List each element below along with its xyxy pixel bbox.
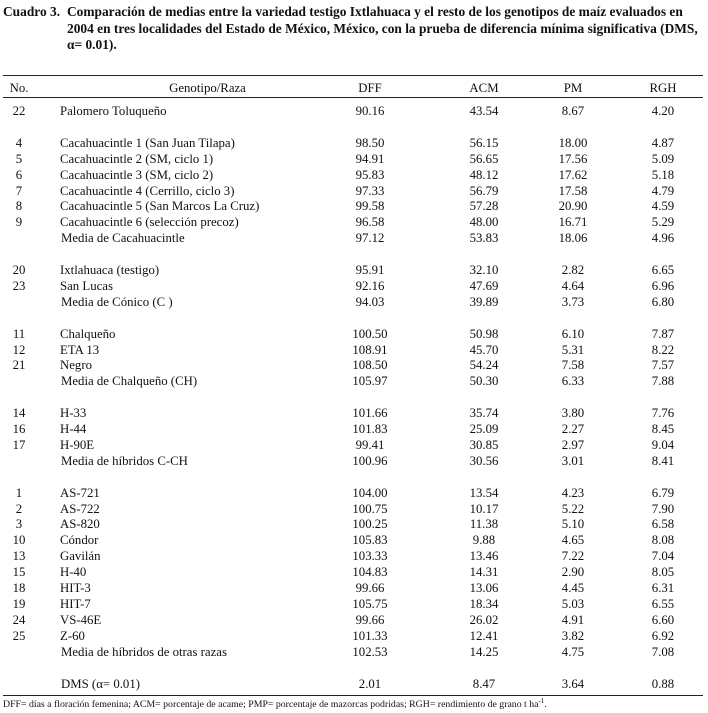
cell-pm: 7.58 bbox=[561, 358, 585, 373]
cell-genotipo: H-40 bbox=[60, 565, 87, 580]
table-row bbox=[0, 565, 708, 581]
cell-dff: 101.33 bbox=[352, 628, 388, 643]
table-row bbox=[0, 438, 708, 454]
cell-no: 2 bbox=[15, 501, 23, 516]
table-row bbox=[0, 152, 708, 168]
cell-dff: 96.58 bbox=[355, 215, 385, 230]
table-row bbox=[0, 454, 708, 470]
cell-no: 12 bbox=[12, 342, 26, 357]
dms-row bbox=[0, 677, 708, 693]
cell-acm: 10.17 bbox=[469, 501, 499, 516]
cell-genotipo: H-90E bbox=[60, 437, 95, 452]
cell-rgh: 7.76 bbox=[651, 406, 675, 421]
cell-pm: 4.91 bbox=[561, 612, 585, 627]
cell-acm: 35.74 bbox=[469, 406, 499, 421]
cell-dff: 97.33 bbox=[355, 183, 385, 198]
cell-no: 25 bbox=[12, 628, 26, 643]
cell-rgh: 8.45 bbox=[651, 422, 675, 436]
cell-no: 23 bbox=[12, 278, 26, 293]
cell-rgh: 4.59 bbox=[651, 199, 675, 214]
cell-dff: 105.97 bbox=[352, 374, 388, 389]
cell-genotipo: Ixtlahuaca (testigo) bbox=[60, 263, 160, 277]
cell-genotipo: HIT-3 bbox=[60, 581, 91, 595]
cell-rgh: 6.60 bbox=[651, 612, 675, 627]
cell-dff: 108.50 bbox=[352, 358, 388, 373]
cell-dff: 99.66 bbox=[355, 612, 385, 627]
cell-no: 19 bbox=[12, 596, 26, 611]
cell-no: 21 bbox=[12, 358, 26, 373]
cell-acm: 50.30 bbox=[469, 374, 499, 389]
table-row bbox=[0, 279, 708, 295]
cell-acm: 56.15 bbox=[469, 135, 499, 150]
cell-dff: 99.41 bbox=[355, 437, 385, 452]
cell-pm: 2.90 bbox=[561, 565, 585, 580]
cell-acm: 13.06 bbox=[469, 581, 499, 595]
cell-genotipo: Cacahuacintle 4 (Cerrillo, ciclo 3) bbox=[60, 183, 235, 198]
cell-acm: 14.31 bbox=[469, 565, 499, 580]
cell-pm: 4.65 bbox=[561, 533, 585, 548]
cell-pm: 18.00 bbox=[558, 135, 588, 150]
cell-genotipo: HIT-7 bbox=[60, 596, 91, 611]
cell-no: 4 bbox=[15, 135, 23, 150]
table-row bbox=[0, 613, 708, 629]
cell-no: 13 bbox=[12, 549, 26, 564]
cell-pm: 20.90 bbox=[558, 199, 588, 214]
cell-no: 9 bbox=[15, 215, 23, 230]
cell-acm: 11.38 bbox=[469, 517, 499, 532]
cell-genotipo: Cacahuacintle 3 (SM, ciclo 2) bbox=[60, 167, 214, 182]
cell-acm: 50.98 bbox=[469, 326, 499, 341]
dms-pm: 3.64 bbox=[561, 677, 585, 692]
cell-acm: 18.34 bbox=[469, 596, 499, 611]
footnote-text: DFF= días a floración femenina; ACM= porcentaje de acame; PMP= porcentaje de mazorcas podridas; RGH= rendimiento de grano t ha bbox=[3, 699, 539, 710]
cell-dff: 97.12 bbox=[355, 231, 385, 246]
cell-pm: 3.73 bbox=[561, 294, 585, 309]
cell-genotipo: H-33 bbox=[60, 406, 87, 421]
cell-genotipo: Media de Cacahuacintle bbox=[61, 231, 185, 246]
footnote-end: . bbox=[544, 699, 547, 710]
cell-acm: 9.88 bbox=[472, 533, 496, 548]
dms-acm: 8.47 bbox=[472, 677, 496, 692]
cell-dff: 105.75 bbox=[352, 596, 388, 611]
table-row bbox=[0, 422, 708, 438]
table-row bbox=[0, 406, 708, 422]
cell-acm: 48.00 bbox=[469, 215, 499, 230]
cell-no: 7 bbox=[15, 183, 23, 198]
cell-rgh: 7.08 bbox=[651, 644, 675, 659]
cell-no: 14 bbox=[12, 406, 26, 421]
footnote bbox=[3, 699, 547, 711]
cell-dff: 94.03 bbox=[355, 294, 385, 309]
cell-rgh: 8.05 bbox=[651, 565, 675, 580]
cell-dff: 104.83 bbox=[352, 565, 388, 580]
table-row bbox=[0, 358, 708, 374]
cell-rgh: 8.22 bbox=[651, 342, 675, 357]
cell-dff: 98.50 bbox=[355, 135, 385, 150]
cell-genotipo: Cacahuacintle 5 (San Marcos La Cruz) bbox=[60, 199, 260, 214]
table-header bbox=[0, 81, 708, 96]
cell-dff: 100.25 bbox=[352, 517, 388, 532]
table-row bbox=[0, 199, 708, 215]
cell-rgh: 6.65 bbox=[651, 263, 675, 277]
cell-acm: 13.46 bbox=[469, 549, 499, 564]
table-row bbox=[0, 104, 708, 120]
table-row bbox=[0, 517, 708, 533]
cell-genotipo: Negro bbox=[60, 358, 92, 373]
cell-no: 1 bbox=[15, 485, 23, 500]
cell-rgh: 4.79 bbox=[651, 183, 675, 198]
table-row bbox=[0, 343, 708, 359]
table-row bbox=[0, 215, 708, 231]
table-row bbox=[0, 597, 708, 613]
cell-pm: 3.82 bbox=[561, 628, 585, 643]
cell-no: 3 bbox=[15, 517, 23, 532]
cell-genotipo: H-44 bbox=[60, 422, 87, 436]
cell-rgh: 7.87 bbox=[651, 326, 675, 341]
cell-no: 16 bbox=[12, 422, 26, 436]
cell-genotipo: ETA 13 bbox=[60, 342, 100, 357]
caption-label: Cuadro 3. bbox=[3, 4, 61, 19]
cell-no: 11 bbox=[12, 326, 26, 341]
cell-acm: 56.65 bbox=[469, 151, 499, 166]
header-rgh: RGH bbox=[649, 81, 677, 95]
cell-genotipo: Cóndor bbox=[60, 533, 99, 548]
table-row bbox=[0, 486, 708, 502]
cell-genotipo: AS-820 bbox=[60, 517, 100, 532]
header-acm: ACM bbox=[469, 81, 499, 95]
cell-rgh: 8.08 bbox=[651, 533, 675, 548]
cell-pm: 3.01 bbox=[561, 453, 585, 468]
dms-label: DMS (α= 0.01) bbox=[61, 677, 140, 692]
header-dff: DFF bbox=[358, 81, 382, 95]
cell-dff: 100.96 bbox=[352, 453, 388, 468]
cell-no: 20 bbox=[12, 263, 26, 277]
cell-acm: 30.85 bbox=[469, 437, 499, 452]
cell-acm: 25.09 bbox=[469, 422, 499, 436]
table-row bbox=[0, 168, 708, 184]
table-bottom-rule bbox=[3, 695, 703, 696]
cell-pm: 3.80 bbox=[561, 406, 585, 421]
cell-rgh: 5.29 bbox=[651, 215, 675, 230]
header-pm: PM bbox=[563, 81, 583, 95]
cell-pm: 17.58 bbox=[558, 183, 588, 198]
cell-pm: 6.10 bbox=[561, 326, 585, 341]
cell-pm: 7.22 bbox=[561, 549, 585, 564]
cell-rgh: 4.20 bbox=[651, 104, 675, 118]
cell-rgh: 6.79 bbox=[651, 485, 675, 500]
cell-genotipo: Cacahuacintle 6 (selección precoz) bbox=[60, 215, 239, 230]
cell-rgh: 6.92 bbox=[651, 628, 675, 643]
dms-rgh: 0.88 bbox=[651, 677, 675, 692]
cell-pm: 4.45 bbox=[561, 581, 585, 595]
cell-dff: 108.91 bbox=[352, 342, 388, 357]
cell-genotipo: Cacahuacintle 1 (San Juan Tilapa) bbox=[60, 135, 235, 150]
cell-genotipo: Media de híbridos de otras razas bbox=[61, 644, 227, 659]
cell-genotipo: Media de híbridos C-CH bbox=[61, 453, 188, 468]
cell-genotipo: Gavilán bbox=[60, 549, 101, 564]
cell-acm: 47.69 bbox=[469, 278, 499, 293]
cell-rgh: 6.80 bbox=[651, 294, 675, 309]
header-rule bbox=[3, 97, 703, 98]
table-row bbox=[0, 231, 708, 247]
cell-pm: 5.31 bbox=[561, 342, 585, 357]
cell-no: 18 bbox=[12, 581, 26, 595]
cell-dff: 92.16 bbox=[355, 278, 385, 293]
cell-dff: 101.83 bbox=[352, 422, 388, 436]
cell-rgh: 6.55 bbox=[651, 596, 675, 611]
cell-pm: 2.27 bbox=[561, 422, 585, 436]
table-row bbox=[0, 645, 708, 661]
cell-rgh: 4.96 bbox=[651, 231, 675, 246]
cell-no: 17 bbox=[12, 437, 26, 452]
cell-dff: 99.58 bbox=[355, 199, 385, 214]
table-row bbox=[0, 327, 708, 343]
table-row bbox=[0, 581, 708, 597]
cell-acm: 26.02 bbox=[469, 612, 499, 627]
table-row bbox=[0, 629, 708, 645]
cell-rgh: 6.58 bbox=[651, 517, 675, 532]
cell-pm: 18.06 bbox=[558, 231, 588, 246]
cell-no: 10 bbox=[12, 533, 26, 548]
cell-pm: 4.64 bbox=[561, 278, 585, 293]
cell-pm: 8.67 bbox=[561, 104, 585, 118]
cell-dff: 95.83 bbox=[355, 167, 385, 182]
cell-dff: 95.91 bbox=[355, 263, 385, 277]
cell-rgh: 7.57 bbox=[651, 358, 675, 373]
cell-genotipo: VS-46E bbox=[60, 612, 102, 627]
header-genotipo: Genotipo/Raza bbox=[169, 81, 246, 95]
cell-genotipo: Palomero Toluqueño bbox=[60, 104, 167, 118]
cell-acm: 43.54 bbox=[469, 104, 499, 118]
cell-dff: 102.53 bbox=[352, 644, 388, 659]
cell-genotipo: Z-60 bbox=[60, 628, 85, 643]
cell-genotipo: AS-721 bbox=[60, 485, 100, 500]
cell-rgh: 4.87 bbox=[651, 135, 675, 150]
table-caption bbox=[3, 4, 705, 54]
cell-acm: 13.54 bbox=[469, 485, 499, 500]
cell-no: 22 bbox=[12, 104, 26, 118]
cell-pm: 4.23 bbox=[561, 485, 585, 500]
cell-acm: 12.41 bbox=[469, 628, 499, 643]
cell-acm: 45.70 bbox=[469, 342, 499, 357]
cell-rgh: 5.09 bbox=[651, 151, 675, 166]
cell-acm: 56.79 bbox=[469, 183, 499, 198]
cell-pm: 2.97 bbox=[561, 437, 585, 452]
caption-text: Comparación de medias entre la variedad testigo Ixtlahuaca y el resto de los genotipos de maíz evaluados en 2004 en tres localidades del Estado de México, México, con la prueba de diferencia mínima significativa (DMS, α= 0.01). bbox=[67, 4, 698, 53]
table-row bbox=[0, 184, 708, 200]
cell-pm: 5.03 bbox=[561, 596, 585, 611]
cell-pm: 5.10 bbox=[561, 517, 585, 532]
table-row bbox=[0, 533, 708, 549]
cell-acm: 48.12 bbox=[469, 167, 499, 182]
cell-acm: 32.10 bbox=[469, 263, 499, 277]
cell-rgh: 6.31 bbox=[651, 581, 675, 595]
cell-rgh: 5.18 bbox=[651, 167, 675, 182]
cell-rgh: 7.04 bbox=[651, 549, 675, 564]
table-row bbox=[0, 295, 708, 311]
cell-dff: 99.66 bbox=[355, 581, 385, 595]
cell-rgh: 8.41 bbox=[651, 453, 675, 468]
table-top-rule bbox=[3, 75, 703, 76]
table-row bbox=[0, 263, 708, 279]
cell-genotipo: AS-722 bbox=[60, 501, 100, 516]
cell-acm: 53.83 bbox=[469, 231, 499, 246]
cell-genotipo: San Lucas bbox=[60, 278, 113, 293]
cell-no: 24 bbox=[12, 612, 26, 627]
cell-dff: 101.66 bbox=[352, 406, 388, 421]
cell-pm: 6.33 bbox=[561, 374, 585, 389]
cell-rgh: 7.90 bbox=[651, 501, 675, 516]
cell-no: 15 bbox=[12, 565, 26, 580]
cell-dff: 103.33 bbox=[352, 549, 388, 564]
cell-genotipo: Media de Cónico (C ) bbox=[61, 294, 173, 309]
cell-pm: 17.62 bbox=[558, 167, 588, 182]
cell-no: 6 bbox=[15, 167, 23, 182]
cell-acm: 57.28 bbox=[469, 199, 499, 214]
cell-acm: 30.56 bbox=[469, 453, 499, 468]
cell-dff: 104.00 bbox=[352, 485, 388, 500]
cell-pm: 4.75 bbox=[561, 644, 585, 659]
cell-dff: 100.50 bbox=[352, 326, 388, 341]
cell-dff: 100.75 bbox=[352, 501, 388, 516]
cell-genotipo: Cacahuacintle 2 (SM, ciclo 1) bbox=[60, 151, 214, 166]
table-row bbox=[0, 374, 708, 390]
cell-genotipo: Chalqueño bbox=[60, 326, 116, 341]
header-no: No. bbox=[9, 81, 29, 95]
cell-dff: 94.91 bbox=[355, 151, 385, 166]
cell-rgh: 9.04 bbox=[651, 437, 675, 452]
cell-acm: 54.24 bbox=[469, 358, 499, 373]
cell-rgh: 7.88 bbox=[651, 374, 675, 389]
cell-dff: 105.83 bbox=[352, 533, 388, 548]
cell-pm: 5.22 bbox=[561, 501, 585, 516]
cell-no: 5 bbox=[15, 151, 23, 166]
cell-pm: 17.56 bbox=[558, 151, 588, 166]
cell-rgh: 6.96 bbox=[651, 278, 675, 293]
cell-pm: 16.71 bbox=[558, 215, 588, 230]
cell-acm: 39.89 bbox=[469, 294, 499, 309]
table-row bbox=[0, 136, 708, 152]
cell-dff: 90.16 bbox=[355, 104, 385, 118]
cell-genotipo: Media de Chalqueño (CH) bbox=[61, 374, 198, 389]
dms-dff: 2.01 bbox=[358, 677, 382, 692]
cell-pm: 2.82 bbox=[561, 263, 585, 277]
footnote-superscript: -1 bbox=[538, 697, 545, 705]
cell-acm: 14.25 bbox=[469, 644, 499, 659]
cell-no: 8 bbox=[15, 199, 23, 214]
table-row bbox=[0, 549, 708, 565]
table-row bbox=[0, 502, 708, 518]
